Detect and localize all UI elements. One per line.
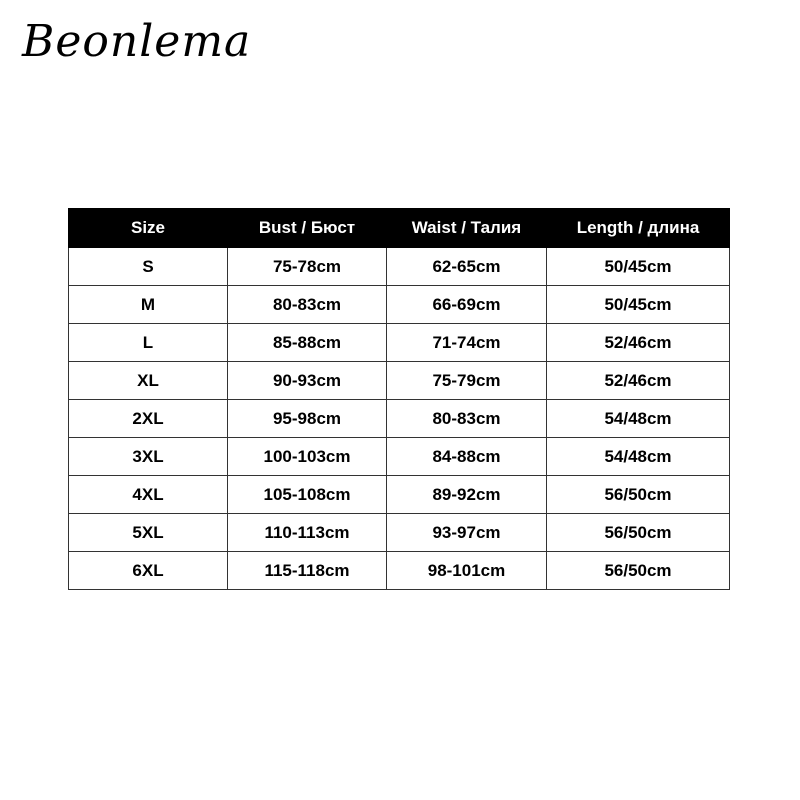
cell-waist: 75-79cm (387, 362, 547, 400)
cell-length: 56/50cm (547, 514, 730, 552)
cell-length: 54/48cm (547, 438, 730, 476)
header-size: Size (69, 209, 228, 248)
cell-size: 2XL (69, 400, 228, 438)
cell-bust: 75-78cm (228, 248, 387, 286)
table-row (69, 362, 730, 400)
cell-length: 54/48cm (547, 400, 730, 438)
header-bust: Bust / Бюст (228, 209, 387, 248)
table-row (69, 514, 730, 552)
cell-length: 50/45cm (547, 286, 730, 324)
brand-logo: Beonlema (22, 16, 252, 67)
cell-bust: 90-93cm (228, 362, 387, 400)
cell-size: 6XL (69, 552, 228, 590)
cell-bust: 110-113cm (228, 514, 387, 552)
cell-bust: 80-83cm (228, 286, 387, 324)
cell-length: 50/45cm (547, 248, 730, 286)
table-row (69, 248, 730, 286)
cell-size: L (69, 324, 228, 362)
cell-size: 5XL (69, 514, 228, 552)
cell-waist: 80-83cm (387, 400, 547, 438)
cell-length: 56/50cm (547, 476, 730, 514)
header-waist: Waist / Талия (387, 209, 547, 248)
cell-bust: 105-108cm (228, 476, 387, 514)
cell-bust: 95-98cm (228, 400, 387, 438)
size-chart-table (68, 208, 730, 590)
cell-size: 3XL (69, 438, 228, 476)
table-row (69, 476, 730, 514)
cell-size: XL (69, 362, 228, 400)
header-length: Length / длина (547, 209, 730, 248)
cell-bust: 100-103cm (228, 438, 387, 476)
table-row (69, 286, 730, 324)
cell-bust: 115-118cm (228, 552, 387, 590)
cell-waist: 98-101cm (387, 552, 547, 590)
cell-waist: 71-74cm (387, 324, 547, 362)
cell-waist: 89-92cm (387, 476, 547, 514)
cell-bust: 85-88cm (228, 324, 387, 362)
table-header-row (69, 209, 730, 248)
table-row (69, 438, 730, 476)
table-row (69, 400, 730, 438)
table-row (69, 324, 730, 362)
cell-size: S (69, 248, 228, 286)
cell-waist: 62-65cm (387, 248, 547, 286)
cell-waist: 84-88cm (387, 438, 547, 476)
cell-size: 4XL (69, 476, 228, 514)
cell-size: M (69, 286, 228, 324)
cell-length: 52/46cm (547, 362, 730, 400)
table-row (69, 552, 730, 590)
cell-length: 56/50cm (547, 552, 730, 590)
cell-waist: 66-69cm (387, 286, 547, 324)
cell-waist: 93-97cm (387, 514, 547, 552)
cell-length: 52/46cm (547, 324, 730, 362)
